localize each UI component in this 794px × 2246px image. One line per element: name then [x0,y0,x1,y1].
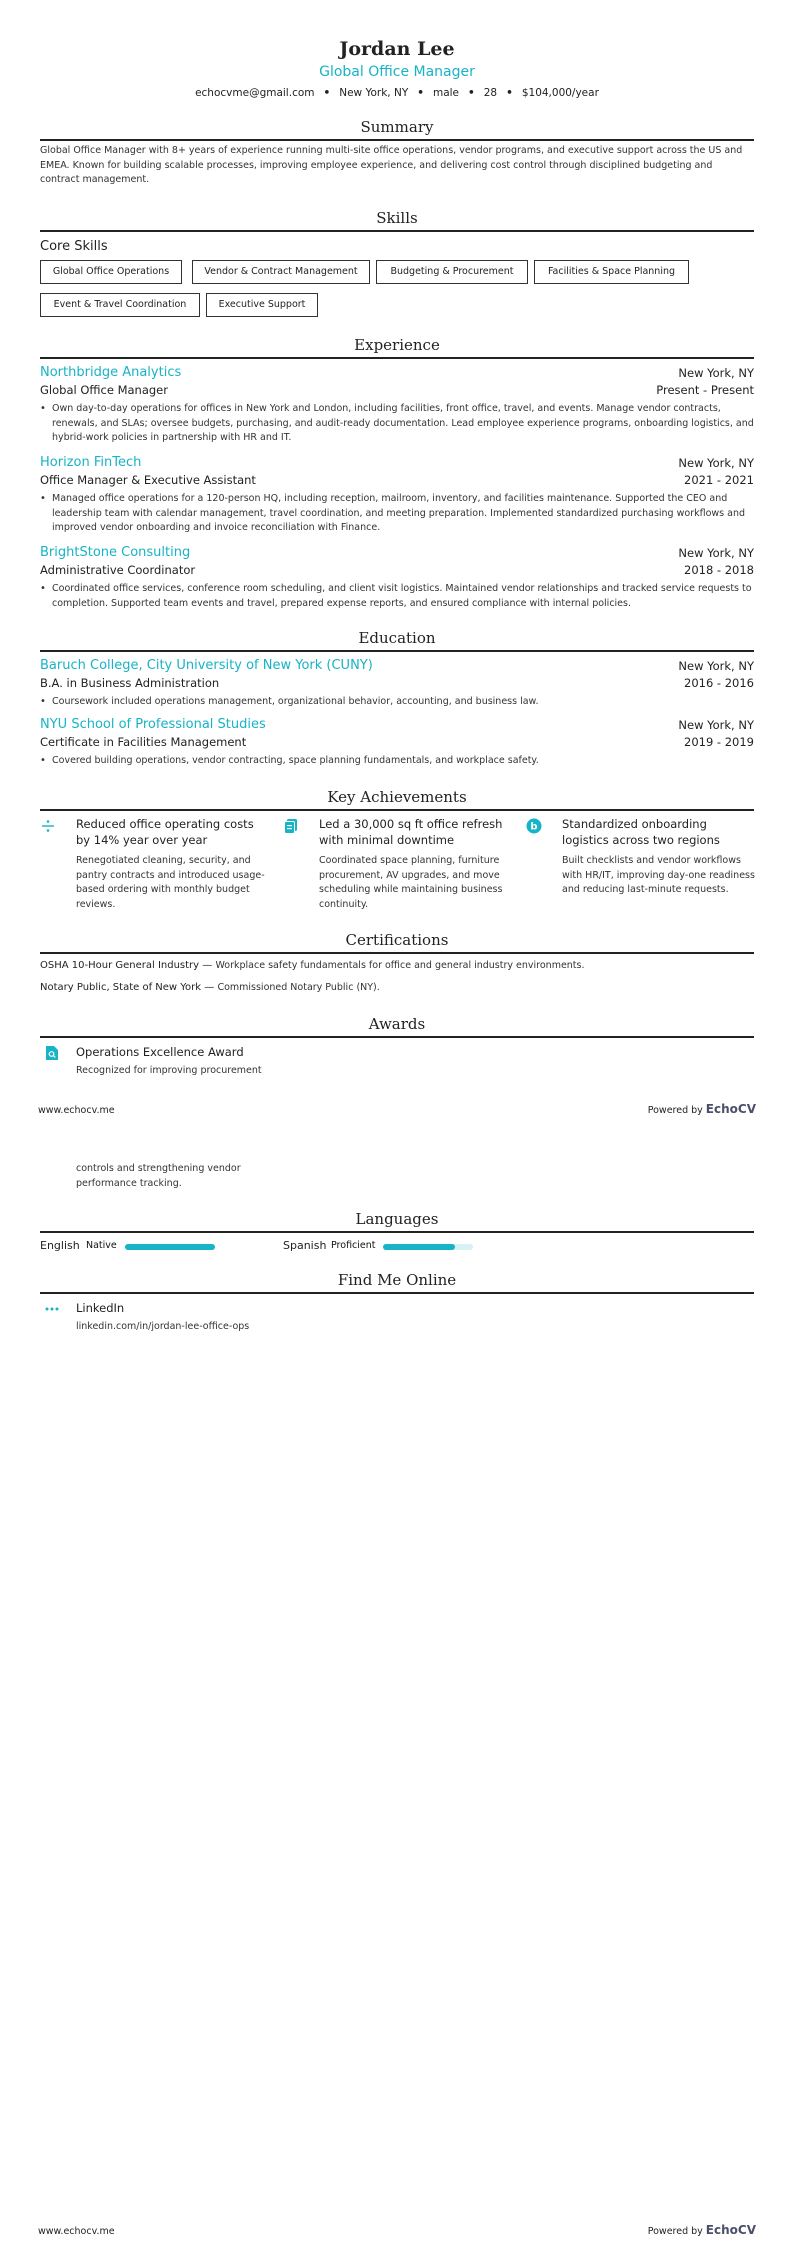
resume-header [40,36,754,102]
footer-website[interactable]: www.echocv.me [38,2226,115,2237]
skill-tag: Budgeting & Procurement [376,260,528,284]
language-level: Native [86,1240,117,1251]
separator-dot: • [468,87,475,99]
candidate-title: Global Office Manager [319,64,475,80]
education-item [40,657,754,710]
footer-powered-by [648,1102,756,1116]
school-location: New York, NY [678,718,754,732]
separator-dot: • [506,87,513,99]
brand-logo[interactable]: EchoCV [705,1102,756,1116]
school-location: New York, NY [678,659,754,673]
footer-website[interactable]: www.echocv.me [38,1105,115,1116]
job-description: • Coordinated office services, conference room scheduling, and client visit logistics. Maintained vendor relationships and tracked service requests to completion. Supported team events and travel, prepared expense reports, and ensured compliance with internal policies. [40,582,754,611]
language-proficiency-fill [125,1244,215,1250]
section-languages-title: Languages [40,1208,754,1233]
language-name: Spanish [283,1239,327,1252]
employer-location: New York, NY [678,456,754,470]
certification-description: Workplace safety fundamentals for office and general industry environments. [215,960,585,971]
achievement-description: Coordinated space planning, furniture procurement, AV upgrades, and move scheduling while maintaining business continuity. [319,855,503,910]
education-description: • Covered building operations, vendor contracting, space planning fundamentals, and workplace safety. [40,754,754,769]
skill-tag: Event & Travel Coordination [40,293,200,317]
gender: male [432,87,460,99]
degree: Certificate in Facilities Management [40,735,247,749]
svg-text:b: b [530,821,538,833]
achievement-title: Standardized onboarding logistics across two regions [562,817,720,847]
certification-item: Notary Public, State of New York — Commissioned Notary Public (NY). [40,982,380,993]
skill-tag: Facilities & Space Planning [534,260,689,284]
employer-name: Northbridge Analytics [40,365,182,380]
achievement-item [283,816,513,912]
job-role: Office Manager & Executive Assistant [40,473,256,487]
candidate-name: Jordan Lee [339,38,455,60]
section-summary-title: Summary [40,116,754,141]
job-dates: Present - Present [656,383,754,397]
school-name: Baruch College, City University of New York (CUNY) [40,658,373,673]
powered-by-label: Powered by [647,2226,703,2237]
employer-location: New York, NY [678,546,754,560]
language-name: English [40,1239,80,1252]
award-title: Operations Excellence Award [76,1045,244,1059]
employer-name: BrightStone Consulting [40,545,191,560]
email[interactable]: echocvme@gmail.com [195,87,315,99]
employer-location: New York, NY [678,366,754,380]
section-achievements-title: Key Achievements [40,786,754,811]
section-certifications-title: Certifications [40,929,754,954]
skills-block [40,238,754,320]
language-proficiency-fill [383,1244,455,1250]
skill-tag: Executive Support [206,293,318,317]
degree: B.A. in Business Administration [40,676,220,690]
achievement-item [526,816,756,898]
achievements-row [40,816,754,916]
job-description: • Managed office operations for a 120-person HQ, including reception, mailroom, inventory, and facilities maintenance. Supported the CEO and leadership team with calendar management, travel coordination, and meeting preparation. Implemented standardized purchasing workflows and improved vendor onboarding and invoice reconciliation with Finance. [40,492,754,536]
section-awards-title: Awards [40,1013,754,1038]
certification-name: Notary Public, State of New York [40,982,202,993]
separator-dot: • [417,87,424,99]
contact-line [40,84,754,102]
achievement-title: Reduced office operating costs by 14% year over year [76,817,254,847]
separator-dot: • [323,87,331,99]
award-description-line: performance tracking. [76,1177,182,1189]
brand-logo[interactable]: EchoCV [705,2223,756,2237]
job-role: Global Office Manager [40,383,168,397]
education-item [40,716,754,769]
dots-icon [44,1301,60,1317]
footer-powered-by [648,2223,756,2237]
skill-tag: Global Office Operations [40,260,182,284]
achievement-description: Renegotiated cleaning, security, and pantry contracts and introduced usage-based ordering with monthly budget reviews. [76,855,265,910]
certification-item: OSHA 10-Hour General Industry — Workplace safety fundamentals for office and general industry environments. [40,960,585,971]
section-online-title: Find Me Online [40,1269,754,1294]
employer-name: Horizon FinTech [40,455,142,470]
achievement-item [40,816,270,912]
bitcoin-icon [526,818,542,834]
job-dates: 2021 - 2021 [684,473,754,487]
section-education-title: Education [40,627,754,652]
award-description-line: controls and strengthening vendor [76,1163,241,1174]
job-dates: 2018 - 2018 [684,563,754,577]
language-proficiency-bar [125,1244,215,1250]
certification-name: OSHA 10-Hour General Industry [40,960,200,971]
section-experience-title: Experience [40,334,754,359]
job-description: • Own day-to-day operations for offices in New York and London, including facilities, front office, travel, and events. Manage vendor contracts, renewals, and SLAs; oversee budgets, purchasing, and audit-ready documentation. Lead employee experience programs, onboarding logistics, and hybrid-work policies in partnership with HR and IT. [40,402,754,446]
experience-item [40,364,754,446]
experience-item [40,454,754,536]
files-icon [283,818,299,834]
document-icon [44,1045,60,1061]
award-description-continued [40,1162,754,1191]
achievement-description: Built checklists and vendor workflows with HR/IT, improving day-one readiness and reducing last-minute requests. [562,855,755,895]
skills-label: Core Skills [40,239,108,254]
certification-description: Commissioned Notary Public (NY). [217,982,380,993]
online-item [40,1300,754,1340]
divide-icon [40,818,56,834]
online-profile-url[interactable]: linkedin.com/in/jordan-lee-office-ops [76,1321,250,1332]
age: 28 [483,87,498,99]
languages-row [40,1238,754,1256]
award-description: Recognized for improving procurement [76,1065,262,1076]
location: New York, NY [339,87,409,99]
language-proficiency-bar [383,1244,473,1250]
salary: $104,000/year [521,87,599,99]
powered-by-label: Powered by [647,1105,703,1116]
job-role: Administrative Coordinator [40,563,196,577]
summary-text: Global Office Manager with 8+ years of experience running multi-site office operations, vendor programs, and executive support across the US and EMEA. Known for building scalable processes, improving employee experience, and delivering cost control through disciplined budgeting and contract management. [40,145,743,185]
section-skills-title: Skills [40,207,754,232]
education-description: • Coursework included operations management, organizational behavior, accounting, and business law. [40,695,754,710]
experience-item [40,544,754,611]
school-name: NYU School of Professional Studies [40,717,266,732]
award-item [40,1044,754,1084]
skill-tag: Vendor & Contract Management [192,260,370,284]
achievement-title: Led a 30,000 sq ft office refresh with minimal downtime [319,817,503,847]
online-profile-title: LinkedIn [76,1301,125,1315]
education-dates: 2016 - 2016 [684,676,754,690]
education-dates: 2019 - 2019 [684,735,754,749]
language-level: Proficient [331,1240,376,1251]
certifications-list [40,959,754,995]
